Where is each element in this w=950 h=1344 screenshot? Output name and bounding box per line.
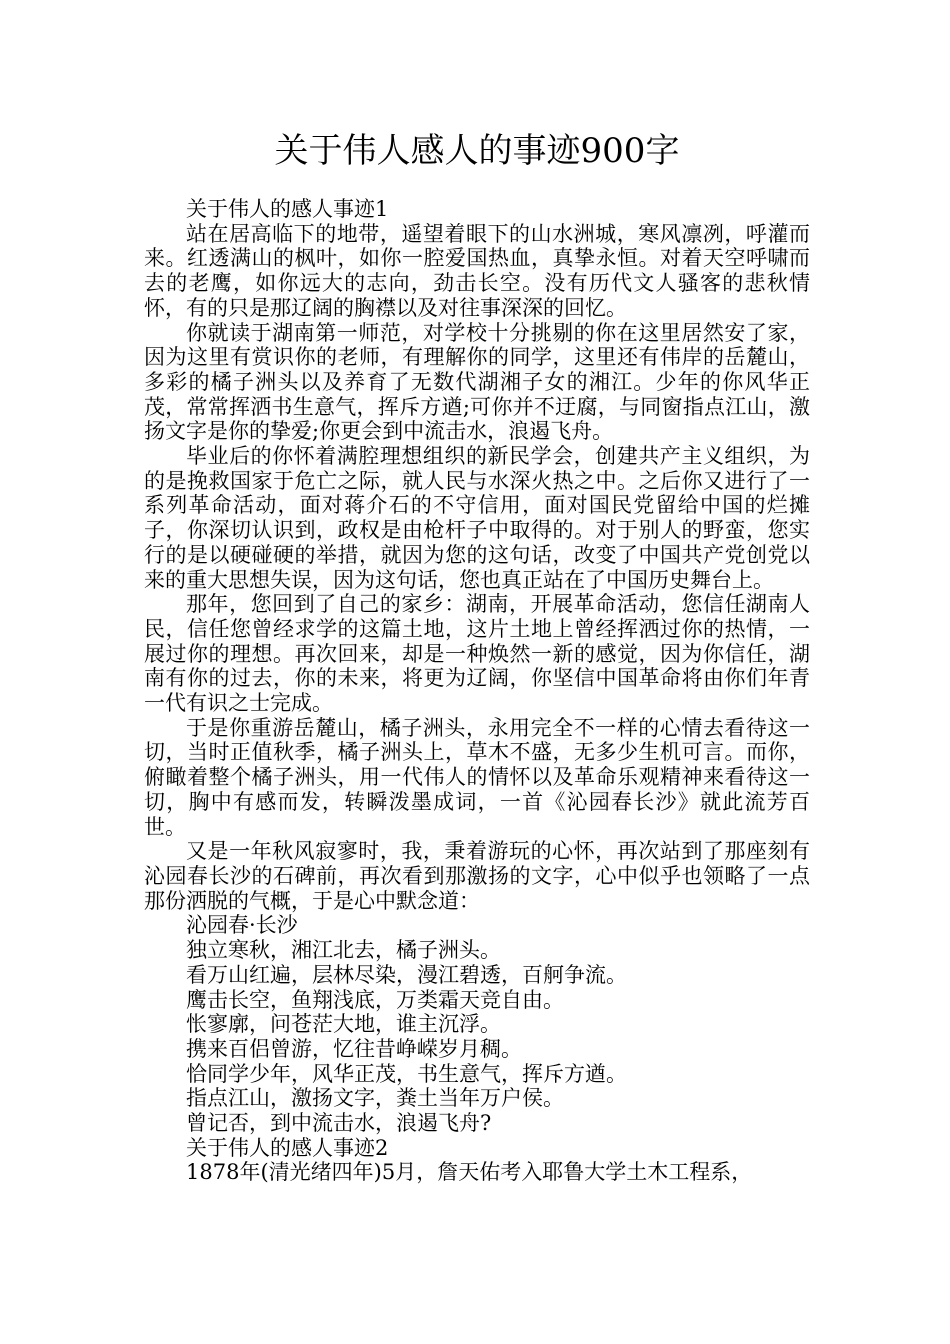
poem-line: 怅寥廓，问苍茫大地，谁主沉浮。 <box>186 1012 501 1037</box>
paragraph: 又是一年秋风寂寥时，我，秉着游玩的心怀，再次站到了那座刻有沁园春长沙的石碑前，再次看到那激扬的文字，心中似乎也领略了一点那份洒脱的气概，于是心中默念道： <box>144 839 810 913</box>
paragraph: 毕业后的你怀着满腔理想组织的新民学会，创建共产主义组织，为的是挽救国家于危亡之际，就人民与水深火热之中。之后你又进行了一系列革命活动，面对蒋介石的不守信用，面对国民党留给中国的烂摊子，你深切认识到，政权是由枪杆子中取得的。对于别人的野蛮，您实行的是以硬碰硬的举措，就因为您的这句话，改变了中国共产党创党以来的重大思想失误，因为这句话，您也真正站在了中国历史舞台上。 <box>144 444 810 592</box>
poem-line: 指点江山，激扬文字，粪土当年万户侯。 <box>186 1086 564 1111</box>
poem-line: 独立寒秋，湘江北去，橘子洲头。 <box>186 938 501 963</box>
paragraph: 于是你重游岳麓山，橘子洲头，永用完全不一样的心情去看待这一切，当时正值秋季，橘子洲头上，草木不盛，无多少生机可言。而你，俯瞰着整个橘子洲头，用一代伟人的情怀以及革命乐观精神来看待这一切，胸中有感而发，转瞬泼墨成词，一首《沁园春长沙》就此流芳百世。 <box>144 715 810 839</box>
poem-line: 鹰击长空，鱼翔浅底，万类霜天竞自由。 <box>186 987 564 1012</box>
poem-line: 看万山红遍，层林尽染，漫江碧透，百舸争流。 <box>186 962 627 987</box>
section-heading: 关于伟人的感人事迹1 <box>186 197 389 221</box>
document-page <box>144 125 810 1185</box>
poem-line: 携来百侣曾游，忆往昔峥嵘岁月稠。 <box>186 1036 522 1061</box>
poem-line: 曾记否，到中流击水，浪遏飞舟? <box>186 1111 492 1136</box>
paragraph: 你就读于湖南第一师范，对学校十分挑剔的你在这里居然安了家，因为这里有赏识你的老师，有理解你的同学，这里还有伟岸的岳麓山，多彩的橘子洲头以及养育了无数代湖湘子女的湘江。少年的你风华正茂，常常挥洒书生意气，挥斥方遒;可你并不迂腐，与同窗指点江山，激扬文字是你的挚爱;你更会到中流击水，浪遏飞舟。 <box>144 320 810 444</box>
poem-title: 沁园春·长沙 <box>186 913 298 938</box>
document-title: 关于伟人感人的事迹900字 <box>274 131 680 171</box>
section-heading: 关于伟人的感人事迹2 <box>186 1135 389 1160</box>
document-body <box>144 197 810 1185</box>
paragraph: 站在居高临下的地带，遥望着眼下的山水洲城，寒风凛冽，呼灌而来。红透满山的枫叶，如你一腔爱国热血，真挚永恒。对着天空呼啸而去的老鹰，如你远大的志向，劲击长空。没有历代文人骚客的悲秋情怀，有的只是那辽阔的胸襟以及对往事深深的回忆。 <box>144 221 810 320</box>
paragraph-first-line: 1878年(清光绪四年)5月，詹天佑考入耶鲁大学土木工程系， <box>186 1160 753 1185</box>
poem-line: 恰同学少年，风华正茂，书生意气，挥斥方遒。 <box>186 1061 627 1086</box>
paragraph: 那年，您回到了自己的家乡：湖南，开展革命活动，您信任湖南人民，信任您曾经求学的这篇土地，这片土地上曾经挥洒过你的热情，一展过你的理想。再次回来，却是一种焕然一新的感觉，因为你信任，湖南有你的过去，你的未来，将更为辽阔，你坚信中国革命将由你们年青一代有识之士完成。 <box>144 592 810 716</box>
